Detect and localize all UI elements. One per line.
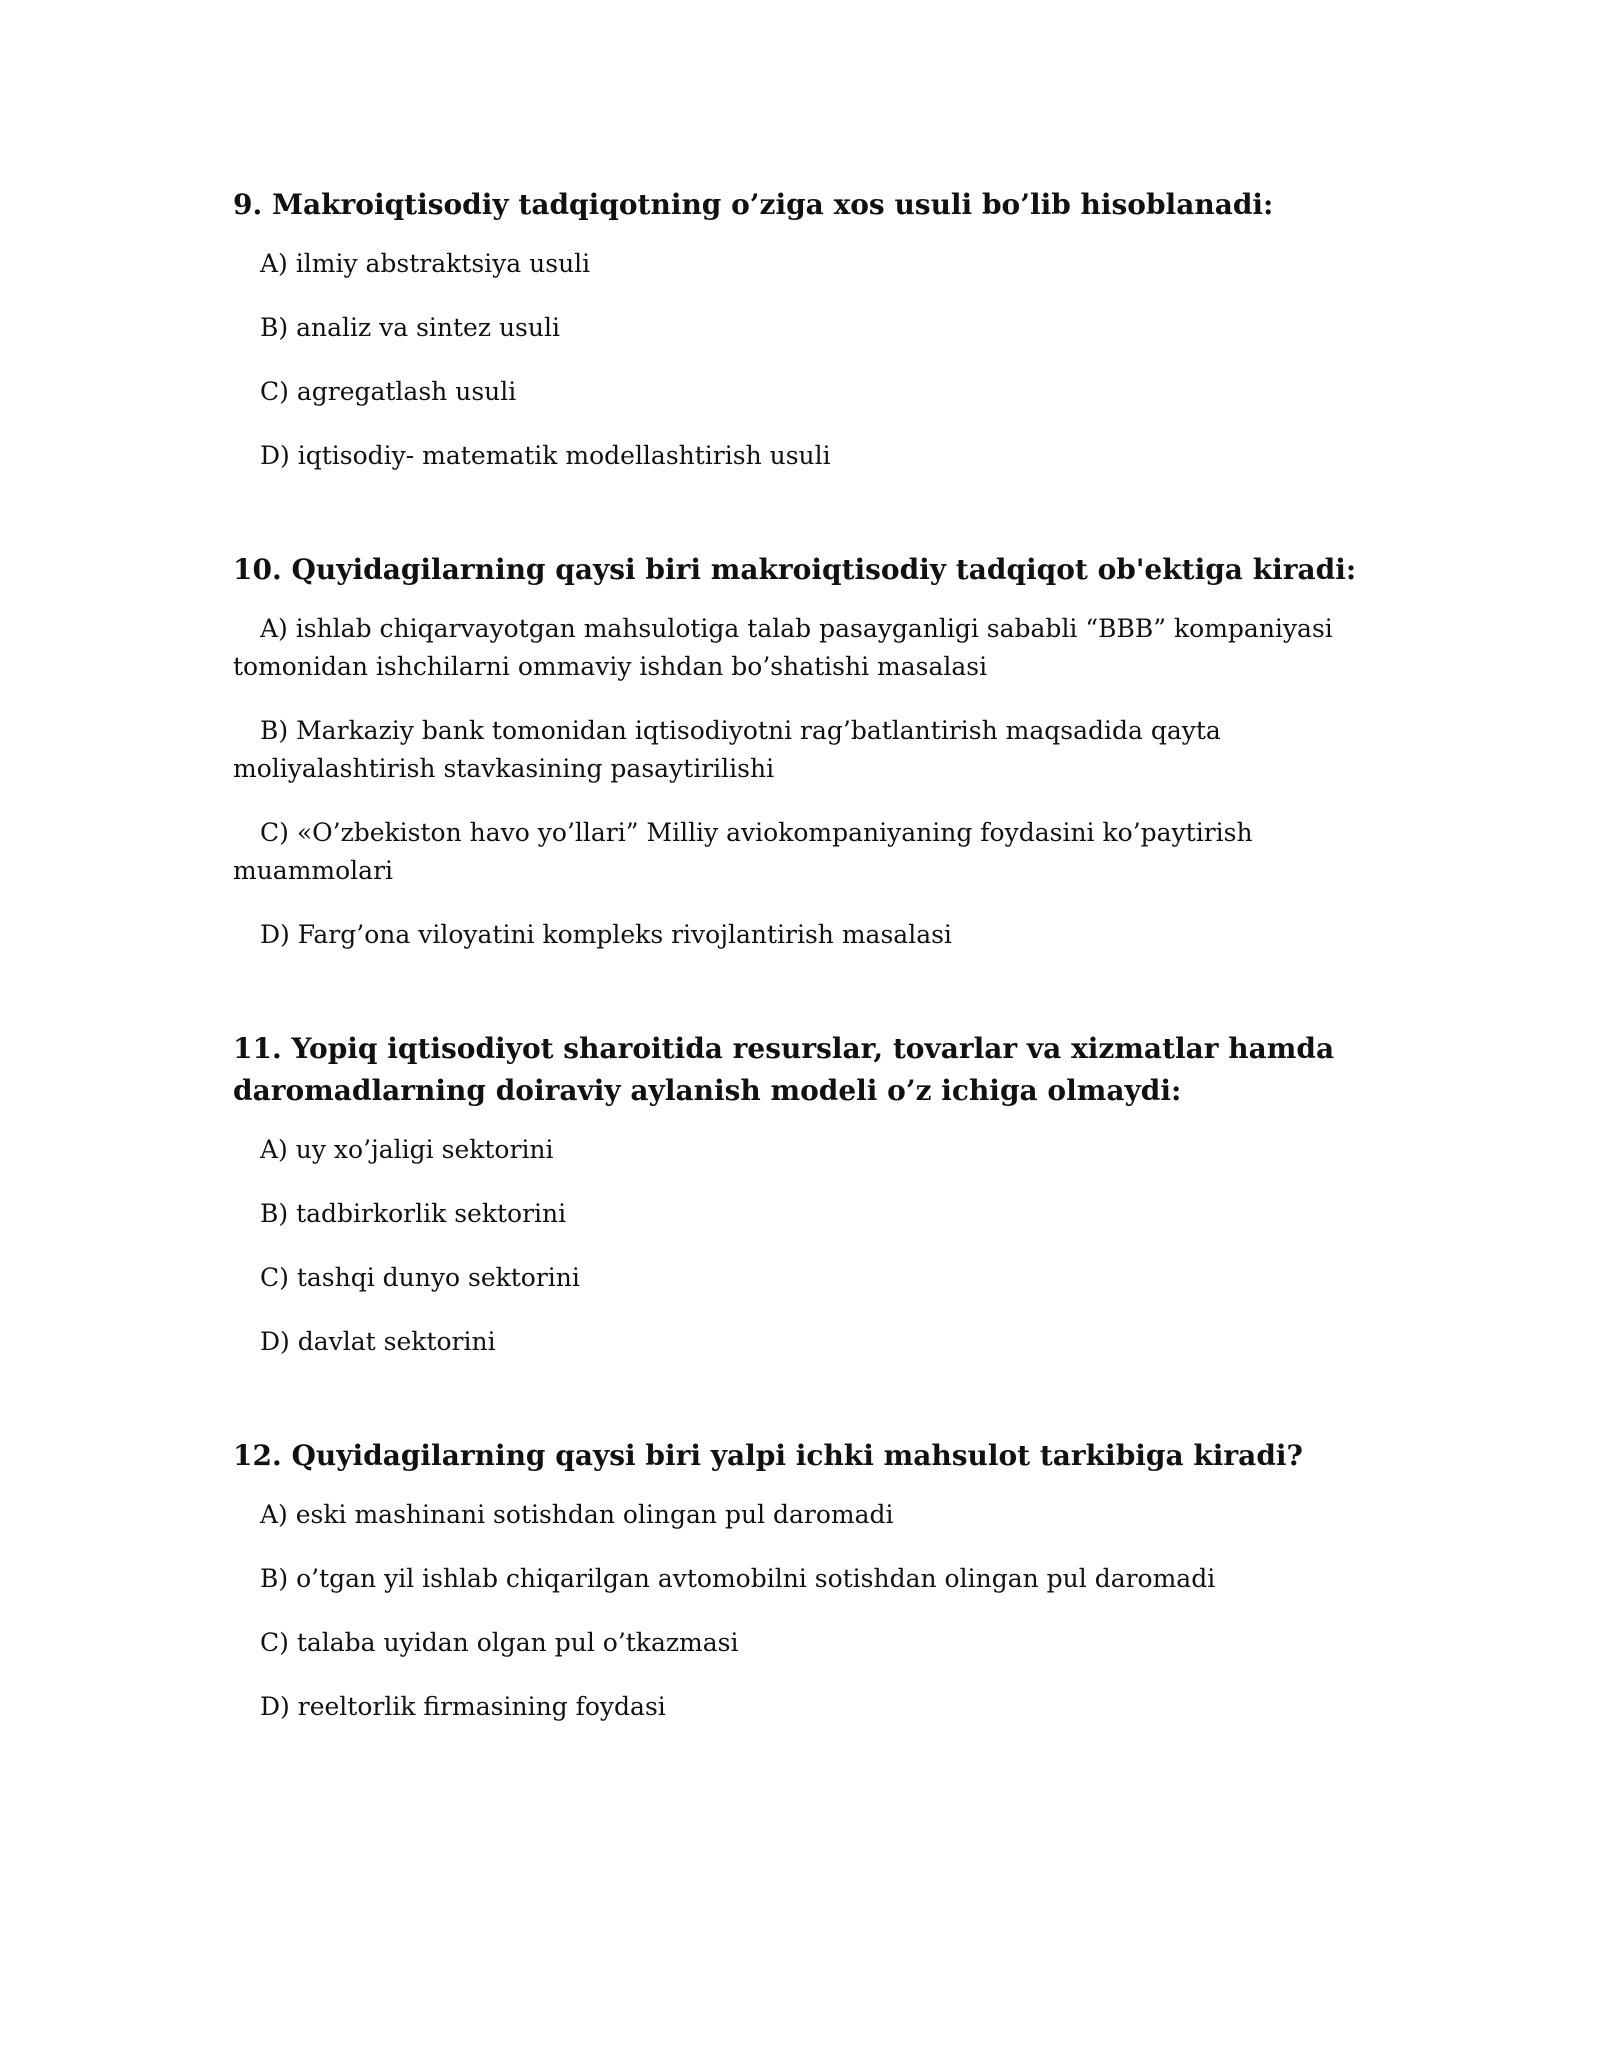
answer-option-a: A) eski mashinani sotishdan olingan pul daromadi [260,1500,894,1529]
answer-option-b: B) analiz va sintez usuli [260,313,560,342]
answer-option-c: C) talaba uyidan olgan pul o’tkazmasi [260,1628,739,1657]
answer-option-a: A) ilmiy abstraktsiya usuli [260,249,591,278]
answer-option-a: A) uy xo’jaligi sektorini [260,1135,554,1164]
document-page [233,184,1373,1752]
question-title: 12. Quyidagilarning qaysi biri yalpi ichki mahsulot tarkibiga kiradi? [233,1439,1303,1472]
answer-option-d: D) iqtisodiy- matematik modellashtirish usuli [260,441,831,470]
answer-option-a: A) ishlab chiqarvayotgan mahsulotiga talab pasayganligi sababli “BBB” kompaniyasi tomonidan ishchilarni ommaviy ishdan bo’shatishi masalasi [233,614,1333,681]
question-title: 9. Makroiqtisodiy tadqiqotning o’ziga xos usuli bo’lib hisoblanadi: [233,188,1274,221]
answer-option-b: B) o’tgan yil ishlab chiqarilgan avtomobilni sotishdan olingan pul daromadi [260,1564,1216,1593]
question-12 [233,1435,1373,1726]
answer-option-d: D) Farg’ona viloyatini kompleks rivojlantirish masalasi [260,920,952,949]
answer-option-c: C) tashqi dunyo sektorini [260,1263,580,1292]
answer-option-d: D) reeltorlik firmasining foydasi [260,1692,666,1721]
answer-option-c: C) agregatlash usuli [260,377,517,406]
answer-option-c: C) «O’zbekiston havo yo’llari” Milliy aviokompaniyaning foydasini ko’paytirish muammolari [233,818,1253,885]
answer-option-b: B) tadbirkorlik sektorini [260,1199,567,1228]
answer-option-d: D) davlat sektorini [260,1327,496,1356]
question-title: 10. Quyidagilarning qaysi biri makroiqtisodiy tadqiqot ob'ektiga kiradi: [233,553,1357,586]
question-9 [233,184,1373,475]
question-title: 11. Yopiq iqtisodiyot sharoitida resurslar, tovarlar va xizmatlar hamda daromadlarning doiraviy aylanish modeli o’z ichiga olmaydi: [233,1032,1335,1107]
question-11 [233,1028,1373,1361]
answer-option-b: B) Markaziy bank tomonidan iqtisodiyotni rag’batlantirish maqsadida qayta moliyalashtirish stavkasining pasaytirilishi [233,716,1221,783]
question-10 [233,549,1373,954]
